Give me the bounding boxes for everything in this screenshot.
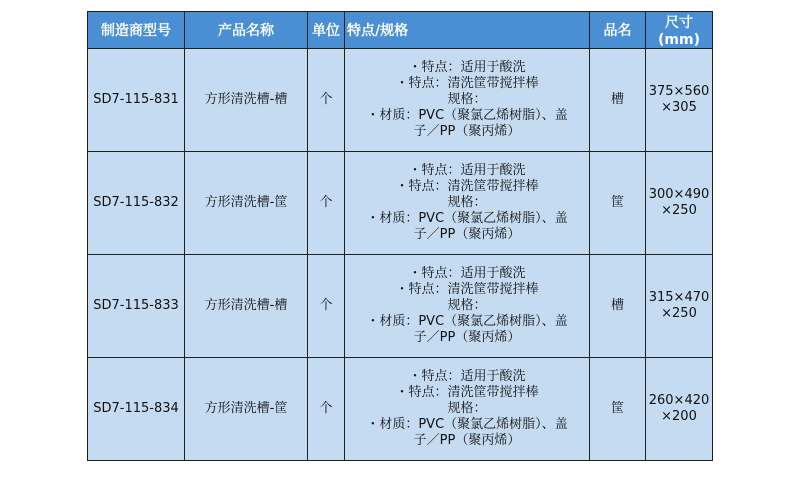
size-line: 375×560 xyxy=(648,84,710,99)
size-line: ×250 xyxy=(661,203,697,218)
product-name-cell: 方形清洗槽-筐 xyxy=(185,358,308,461)
unit-cell: 个 xyxy=(308,358,345,461)
product-name-cell: 方形清洗槽-槽 xyxy=(185,49,308,152)
product-name-cell: 方形清洗槽-槽 xyxy=(185,255,308,358)
item-name-cell: 槽 xyxy=(590,49,646,152)
feature-line: ・材质：PVC（聚氯乙烯树脂）、盖 xyxy=(366,108,568,123)
feature-line: 规格： xyxy=(447,195,487,210)
table-row xyxy=(88,358,713,461)
features-cell xyxy=(345,49,590,152)
size-cell xyxy=(646,255,713,358)
product-table xyxy=(87,11,713,461)
feature-line: ・特点：适用于酸洗 xyxy=(408,163,526,178)
size-line: ×250 xyxy=(661,306,697,321)
feature-line: ・特点：清洗筐带搅拌棒 xyxy=(395,76,539,91)
item-name-cell: 槽 xyxy=(590,255,646,358)
header-unit: 单位 xyxy=(308,12,345,49)
feature-line: ・特点：适用于酸洗 xyxy=(408,60,526,75)
feature-line: ・材质：PVC（聚氯乙烯树脂）、盖 xyxy=(366,211,568,226)
header-product-name: 产品名称 xyxy=(185,12,308,49)
feature-line: 规格： xyxy=(447,92,487,107)
model-code-cell: SD7-115-832 xyxy=(88,152,185,255)
model-code-cell: SD7-115-831 xyxy=(88,49,185,152)
header-size: 尺寸(mm) xyxy=(646,12,713,49)
feature-line: 子／PP（聚丙烯） xyxy=(413,227,521,242)
size-line: ×200 xyxy=(661,409,697,424)
size-line: 260×420 xyxy=(648,393,710,408)
item-name-cell: 筐 xyxy=(590,152,646,255)
feature-line: ・特点：清洗筐带搅拌棒 xyxy=(395,282,539,297)
header-features: 特点/规格 xyxy=(345,12,590,49)
header-row xyxy=(88,12,713,49)
features-cell xyxy=(345,152,590,255)
feature-line: 子／PP（聚丙烯） xyxy=(413,124,521,139)
size-cell xyxy=(646,49,713,152)
size-cell xyxy=(646,152,713,255)
feature-line: ・特点：适用于酸洗 xyxy=(408,369,526,384)
feature-line: 规格： xyxy=(447,298,487,313)
feature-line: ・特点：清洗筐带搅拌棒 xyxy=(395,385,539,400)
feature-line: ・特点：适用于酸洗 xyxy=(408,266,526,281)
model-code-cell: SD7-115-833 xyxy=(88,255,185,358)
size-cell xyxy=(646,358,713,461)
table-row xyxy=(88,152,713,255)
feature-line: 子／PP（聚丙烯） xyxy=(413,330,521,345)
size-line: ×305 xyxy=(661,100,697,115)
feature-line: ・材质：PVC（聚氯乙烯树脂）、盖 xyxy=(366,417,568,432)
product-name-cell: 方形清洗槽-筐 xyxy=(185,152,308,255)
header-item-name: 品名 xyxy=(590,12,646,49)
size-line: 300×490 xyxy=(648,187,710,202)
unit-cell: 个 xyxy=(308,255,345,358)
unit-cell: 个 xyxy=(308,152,345,255)
model-code-cell: SD7-115-834 xyxy=(88,358,185,461)
feature-line: 规格： xyxy=(447,401,487,416)
item-name-cell: 筐 xyxy=(590,358,646,461)
features-cell xyxy=(345,358,590,461)
feature-line: ・材质：PVC（聚氯乙烯树脂）、盖 xyxy=(366,314,568,329)
header-model-code: 制造商型号 xyxy=(88,12,185,49)
unit-cell: 个 xyxy=(308,49,345,152)
size-line: 315×470 xyxy=(648,290,710,305)
features-cell xyxy=(345,255,590,358)
feature-line: 子／PP（聚丙烯） xyxy=(413,433,521,448)
table-row xyxy=(88,255,713,358)
feature-line: ・特点：清洗筐带搅拌棒 xyxy=(395,179,539,194)
table-row xyxy=(88,49,713,152)
